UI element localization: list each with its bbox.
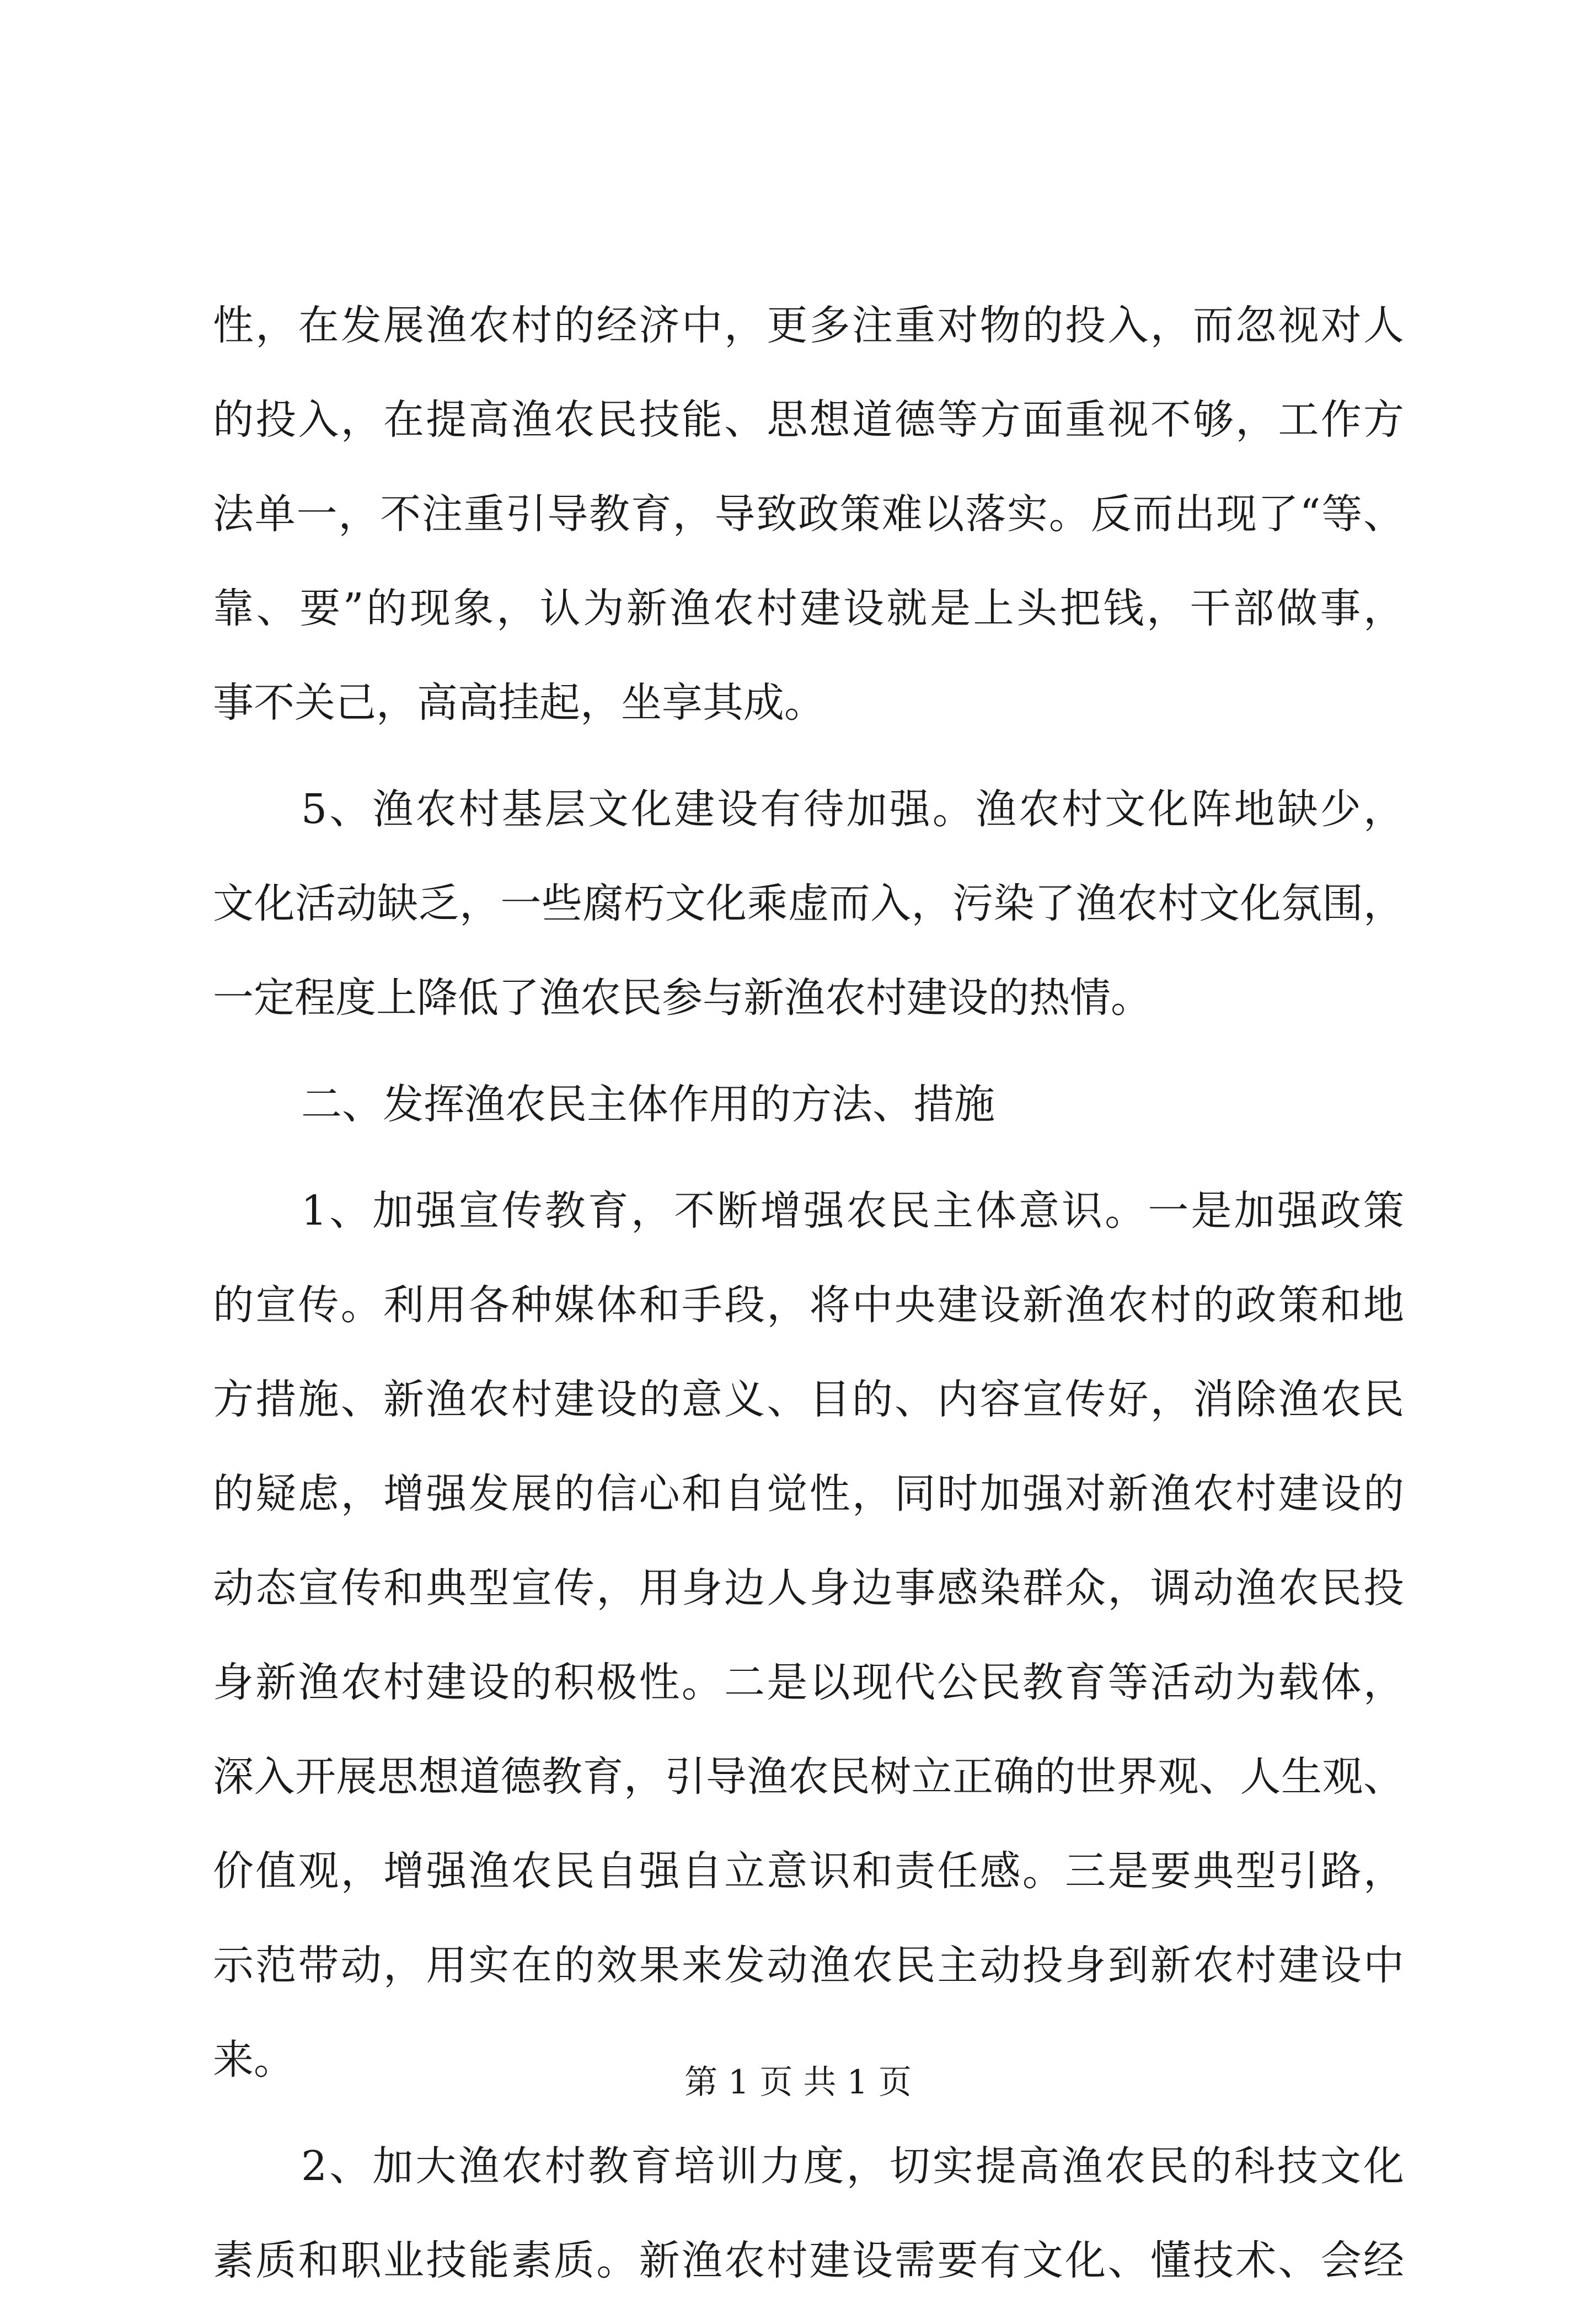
document-body xyxy=(213,279,1404,2308)
text-line: 方措施、新渔农村建设的意义、目的、内容宣传好，消除渔农民 xyxy=(213,1376,1404,1423)
paragraph-start-line: 5、渔农村基层文化建设有待加强。渔农村文化阵地缺少， xyxy=(301,786,1404,833)
paragraph-start-line: 1、加强宣传教育，不断增强农民主体意识。一是加强政策 xyxy=(301,1187,1404,1235)
text-line: 动态宣传和典型宣传，用身边人身边事感染群众，调动渔农民投 xyxy=(213,1564,1404,1612)
text-line: 一定程度上降低了渔农民参与新渔农村建设的热情。 xyxy=(213,974,1152,1022)
text-line: 身新渔农村建设的积极性。二是以现代公民教育等活动为载体， xyxy=(213,1659,1404,1706)
text-line: 深入开展思想道德教育，引导渔农民树立正确的世界观、人生观、 xyxy=(213,1753,1404,1801)
text-line: 事不关己，高高挂起，坐享其成。 xyxy=(213,679,825,726)
paragraph-start-line: 2、加大渔农村教育培训力度，切实提高渔农民的科技文化 xyxy=(301,2143,1404,2190)
text-line: 文化活动缺乏，一些腐朽文化乘虚而入，污染了渔农村文化氛围， xyxy=(213,880,1404,927)
text-line: 法单一，不注重引导教育，导致政策难以落实。反而出现了“等、 xyxy=(213,490,1404,538)
text-line: 性，在发展渔农村的经济中，更多注重对物的投入，而忽视对人 xyxy=(213,302,1404,349)
text-line: 的投入，在提高渔农民技能、思想道德等方面重视不够，工作方 xyxy=(213,396,1404,444)
text-line: 靠、要”的现象，认为新渔农村建设就是上头把钱，干部做事， xyxy=(213,585,1404,632)
text-line: 的疑虑，增强发展的信心和自觉性，同时加强对新渔农村建设的 xyxy=(213,1470,1404,1518)
text-line: 的宣传。利用各种媒体和手段，将中央建设新渔农村的政策和地 xyxy=(213,1281,1404,1329)
page-footer: 第 1 页 共 1 页 xyxy=(684,2063,912,2102)
text-line: 价值观，增强渔农民自强自立意识和责任感。三是要典型引路， xyxy=(213,1847,1404,1895)
text-line: 示范带动，用实在的效果来发动渔农民主动投身到新农村建设中 xyxy=(213,1942,1404,1989)
section-heading: 二、发挥渔农民主体作用的方法、措施 xyxy=(301,1081,995,1128)
text-line: 素质和职业技能素质。新渔农村建设需要有文化、懂技术、会经 xyxy=(213,2237,1404,2284)
text-line: 来。 xyxy=(213,2036,294,2083)
